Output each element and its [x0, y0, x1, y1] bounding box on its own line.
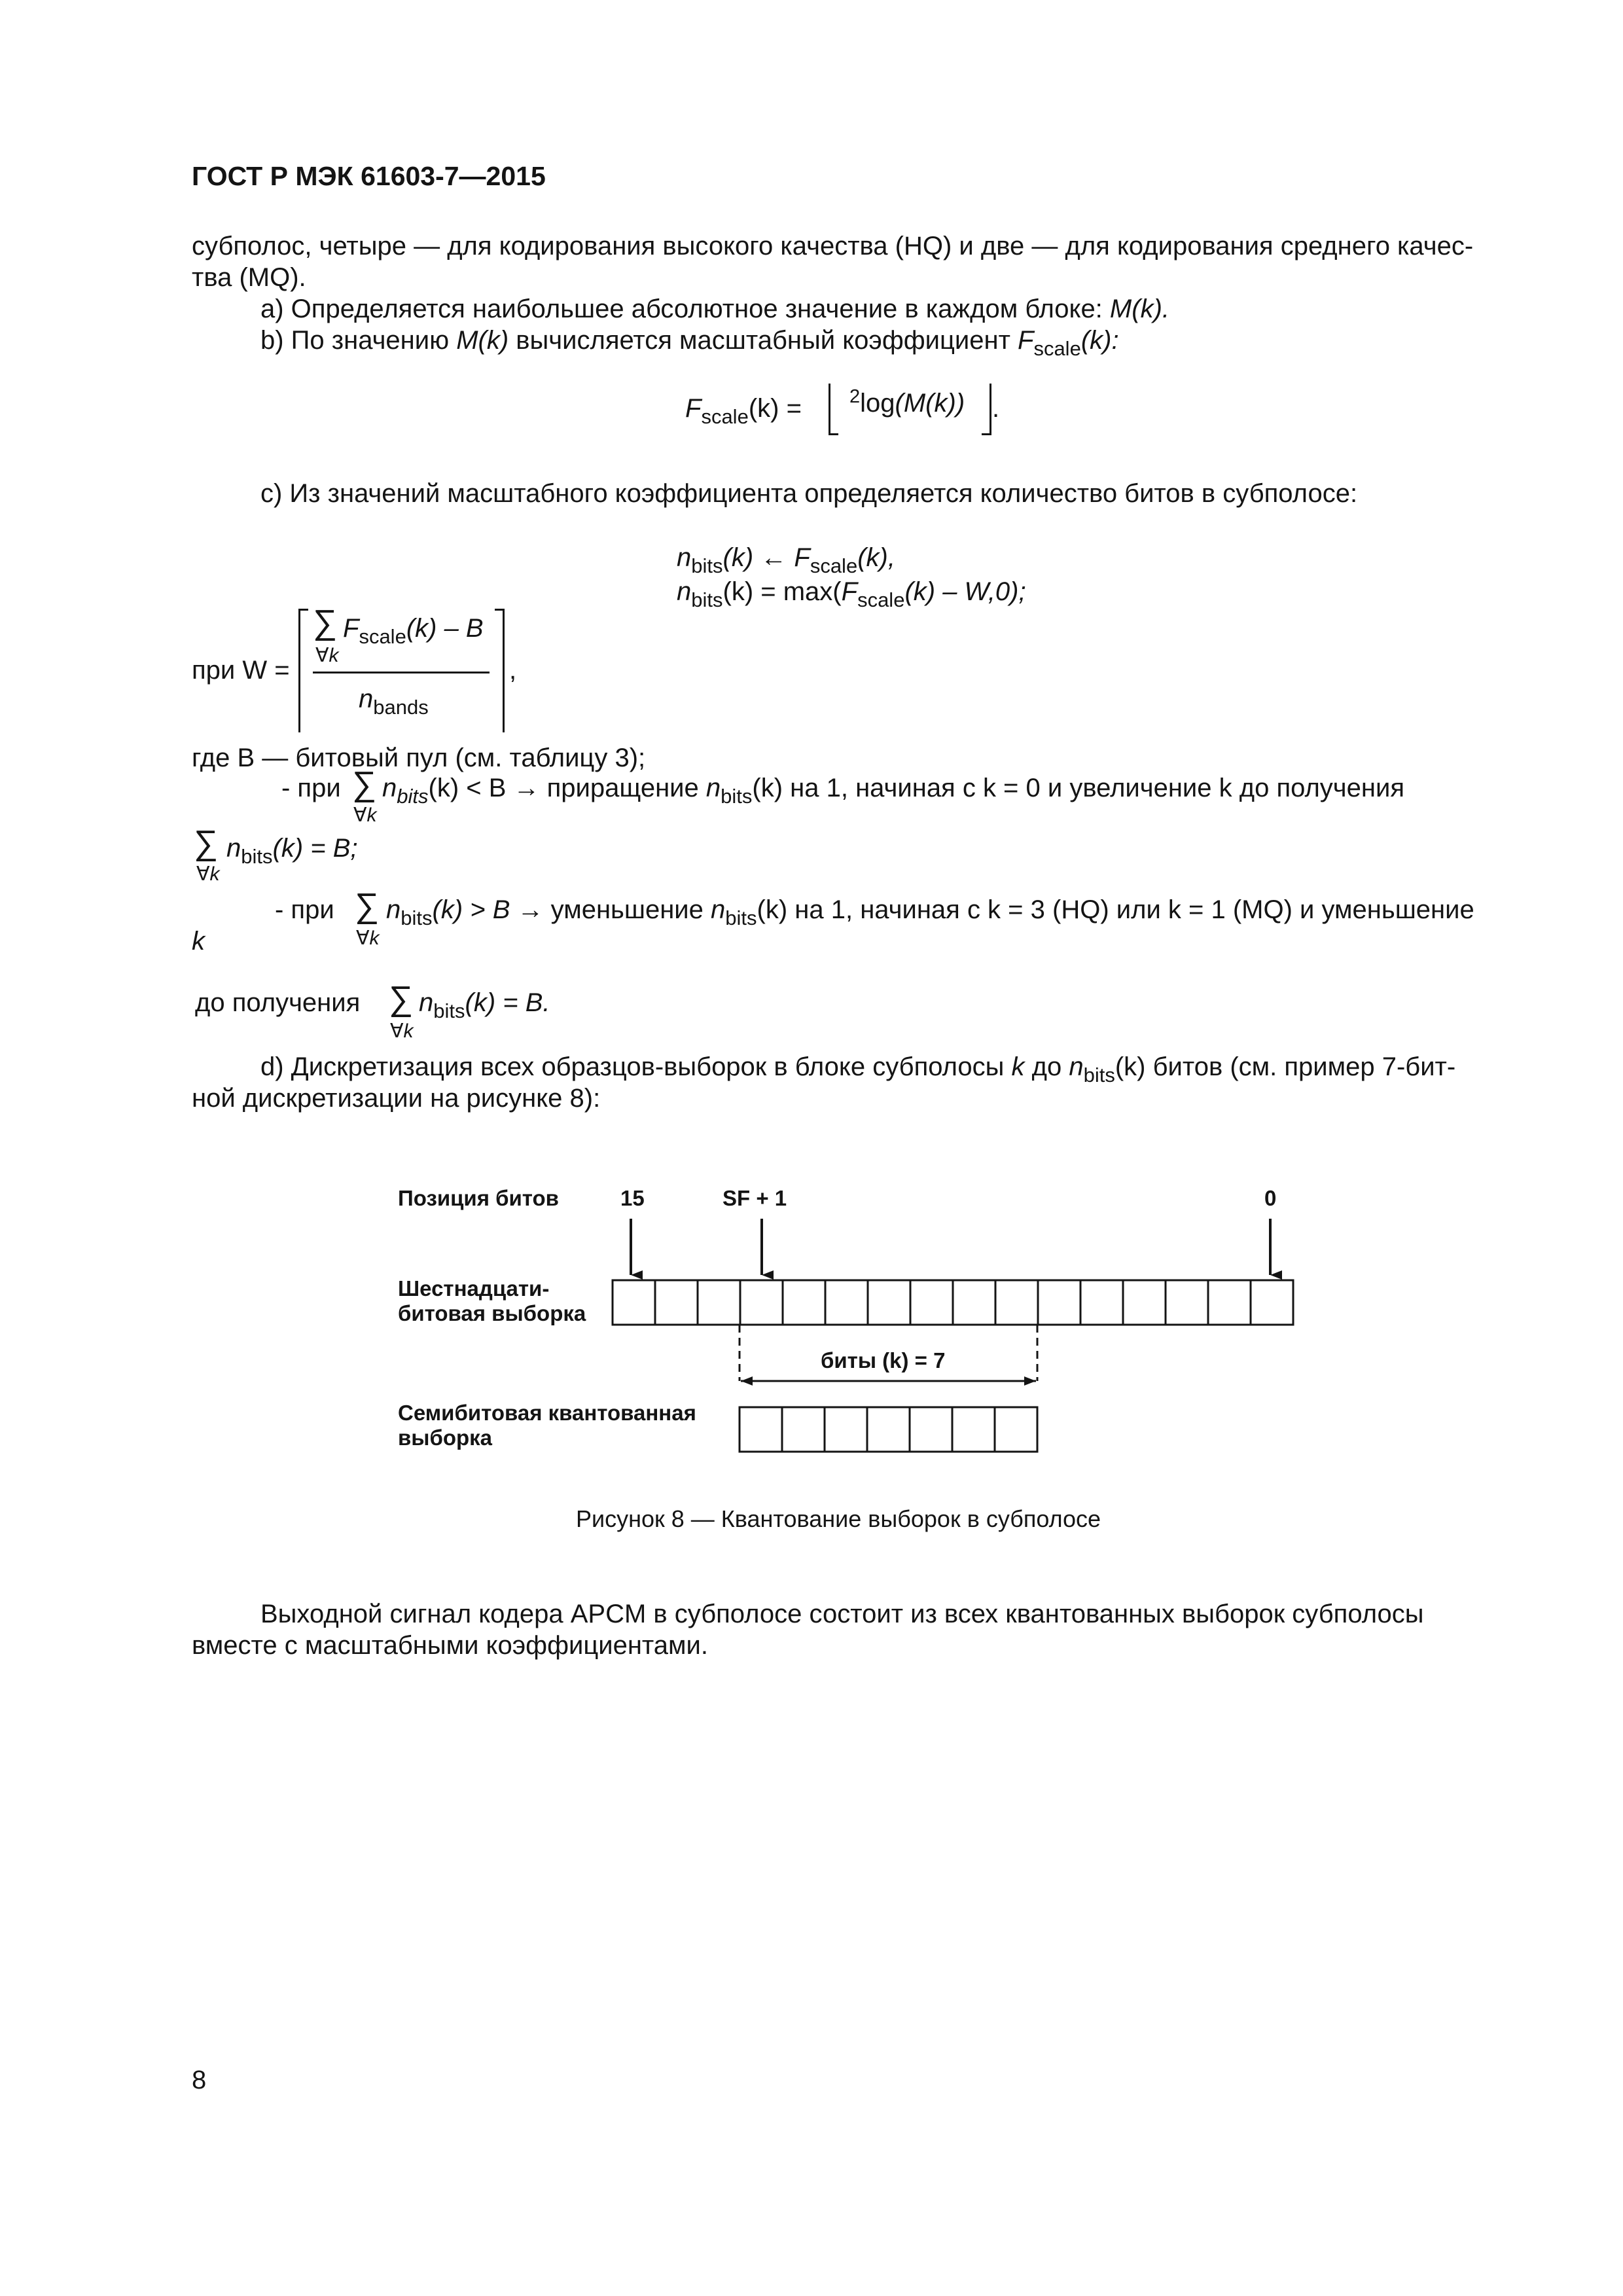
item-d-k: k: [1011, 1052, 1025, 1081]
rule2-cond: (k) > B: [432, 895, 510, 924]
figure-caption: Рисунок 8 — Квантование выборок в субполосе: [576, 1505, 1101, 1532]
formula1-F: F: [685, 394, 702, 423]
item-a-text: a) Определяется наибольшее абсолютное значение в каждом блоке:: [260, 295, 1110, 323]
item-d-text: d) Дискретизация всех образцов-выборок в блоке субполосы: [260, 1052, 1012, 1081]
item-d-bits: bits: [1083, 1064, 1115, 1086]
bit-cell: [655, 1280, 698, 1325]
formula1-sup: 2: [849, 386, 861, 407]
formula1-arg: (M(k)): [895, 389, 965, 418]
figure-pos-0: 0: [1264, 1186, 1277, 1210]
rule2-n2: n: [711, 895, 726, 924]
bit-cell: [867, 1407, 910, 1452]
bit-cell: [1208, 1280, 1251, 1325]
figure-label-16bit-2: битовая выборка: [398, 1301, 586, 1325]
page-number: 8: [192, 2066, 207, 2094]
formula2-F: F: [794, 543, 810, 572]
figure-pos-15: 15: [620, 1186, 645, 1210]
bit-cell: [1251, 1280, 1293, 1325]
rule2-k: k: [192, 927, 205, 956]
paragraph-line: тва (MQ).: [192, 263, 306, 292]
bit-cell: [952, 1407, 995, 1452]
formula2-bits: bits: [691, 554, 723, 577]
formula2-bits: bits: [691, 588, 723, 611]
item-b-F: F: [1018, 326, 1034, 355]
item-d-line2: ной дискретизации на рисунке 8):: [192, 1084, 601, 1113]
paragraph-line: субполос, четыре — для кодирования высокого качества (HQ) и две — для кодирования среднего качес-: [192, 232, 1474, 260]
formula1-rest: (k) =: [748, 394, 802, 423]
bit-cell: [1080, 1280, 1123, 1325]
forall-k: ∀k: [356, 927, 380, 949]
item-b-text: b) По значению: [260, 326, 457, 355]
bit-cell: [1038, 1280, 1080, 1325]
formula3-label: при W =: [192, 656, 290, 685]
rule1-pri: - при: [281, 774, 341, 802]
bit-cell: [740, 1280, 783, 1325]
sum-symbol: ∑: [313, 603, 338, 641]
formula3-F: F: [343, 614, 359, 643]
figure-label-positions: Позиция битов: [398, 1186, 559, 1210]
bit-cell: [995, 1407, 1037, 1452]
rule1-cond: (k) < B: [428, 774, 507, 802]
document-header: ГОСТ Р МЭК 61603-7—2015: [192, 161, 546, 191]
final-line1: Выходной сигнал кодера APCM в субполосе состоит из всех квантованных выборок субполосы: [260, 1600, 1424, 1628]
figure-pos-sf: SF + 1: [722, 1186, 787, 1210]
figure-label-7bit-2: выборка: [398, 1426, 493, 1450]
formula2-scale: scale: [857, 588, 905, 611]
formula2-F: F: [841, 577, 858, 606]
figure-bits-label: биты (k) = 7: [821, 1348, 946, 1372]
formula3-n: n: [359, 685, 374, 713]
rule1-bits3: bits: [241, 845, 273, 868]
formula2-n: n: [677, 543, 692, 572]
bit-cell: [1166, 1280, 1208, 1325]
rule2-until: до получения: [195, 988, 361, 1017]
bit-cell: [783, 1280, 825, 1325]
item-b-sub: scale: [1033, 337, 1081, 360]
where-b: где B — битовый пул (см. таблицу 3);: [192, 744, 646, 772]
forall-k: ∀k: [315, 645, 339, 666]
list-item-c: c) Из значений масштабного коэффициента определяется количество битов в субполосе:: [260, 479, 1358, 508]
sum-symbol: ∑: [194, 824, 219, 862]
formula3-sub: scale: [359, 625, 406, 648]
item-b-math: M(k): [456, 326, 509, 355]
item-b-k: (k):: [1080, 326, 1119, 355]
rule1-result-rest: (k) = B;: [272, 834, 358, 863]
sum-symbol: ∑: [352, 765, 377, 803]
bit-cell: [953, 1280, 995, 1325]
forall-k: ∀k: [196, 863, 220, 885]
bit-cell: [740, 1407, 782, 1452]
formula2-end: (k) – W,0);: [904, 577, 1026, 606]
rule2-bits3: bits: [433, 999, 465, 1022]
final-line2: вместе с масштабными коэффициентами.: [192, 1631, 708, 1660]
item-a-math: M(k).: [1109, 295, 1169, 323]
register-7bit: [740, 1407, 1037, 1452]
rule2-n: n: [386, 895, 401, 924]
rule2-arrow: → уменьшение: [517, 895, 704, 924]
formula2-max: (k) = max(: [722, 577, 842, 606]
rule2-bits: bits: [401, 906, 433, 929]
formula1-dot: .: [992, 394, 1000, 423]
rule2-result-rest: (k) = B.: [465, 988, 550, 1017]
bit-cell: [698, 1280, 740, 1325]
rule1-arrow: → приращение: [513, 774, 699, 802]
bit-cell: [910, 1280, 953, 1325]
forall-k: ∀k: [390, 1020, 414, 1042]
bit-cell: [1123, 1280, 1166, 1325]
bit-cell: [825, 1280, 868, 1325]
formula3-rest: (k) – B: [406, 614, 484, 643]
rule2-n3: n: [419, 988, 434, 1017]
sum-symbol: ∑: [389, 980, 414, 1018]
bit-cell: [825, 1407, 867, 1452]
rule1-n2: n: [705, 774, 721, 802]
rule1-n: n: [382, 774, 397, 802]
rule1-n3: n: [226, 834, 241, 863]
rule2-action: (k) на 1, начиная с k = 3 (HQ) или k = 1 (MQ) и уменьшение: [757, 895, 1474, 924]
rule2-bits2: bits: [725, 906, 757, 929]
item-b-rest: вычисляется масштабный коэффициент: [508, 326, 1018, 355]
bit-cell: [613, 1280, 655, 1325]
rule2-pri: - при: [275, 895, 334, 924]
formula3-comma: ,: [509, 656, 517, 685]
formula2-end: (k),: [857, 543, 895, 572]
rule1-action: (k) на 1, начиная с k = 0 и увеличение k до получения: [752, 774, 1404, 802]
formula3-bands: bands: [373, 696, 429, 719]
figure-label-16bit-1: Шестнадцати-: [398, 1276, 550, 1300]
formula2-mid: (k) ←: [722, 543, 794, 572]
forall-k: ∀k: [353, 804, 377, 826]
bit-cell: [868, 1280, 910, 1325]
rule1-bits: bits: [397, 785, 429, 808]
register-16bit: [613, 1280, 1293, 1325]
figure-label-7bit-1: Семибитовая квантованная: [398, 1401, 696, 1425]
bit-cell: [782, 1407, 825, 1452]
formula1-sub: scale: [701, 405, 749, 428]
bit-cell: [995, 1280, 1038, 1325]
item-d-rest: (k) битов (см. пример 7-бит-: [1115, 1052, 1456, 1081]
bit-cell: [910, 1407, 952, 1452]
item-d-n: n: [1069, 1052, 1084, 1081]
rule1-bits2: bits: [721, 785, 753, 808]
formula1-log-text: log: [860, 389, 895, 418]
item-d-do: до: [1024, 1052, 1069, 1081]
formula2-n: n: [677, 577, 692, 606]
formula2-scale: scale: [810, 554, 858, 577]
sum-symbol: ∑: [355, 887, 380, 925]
